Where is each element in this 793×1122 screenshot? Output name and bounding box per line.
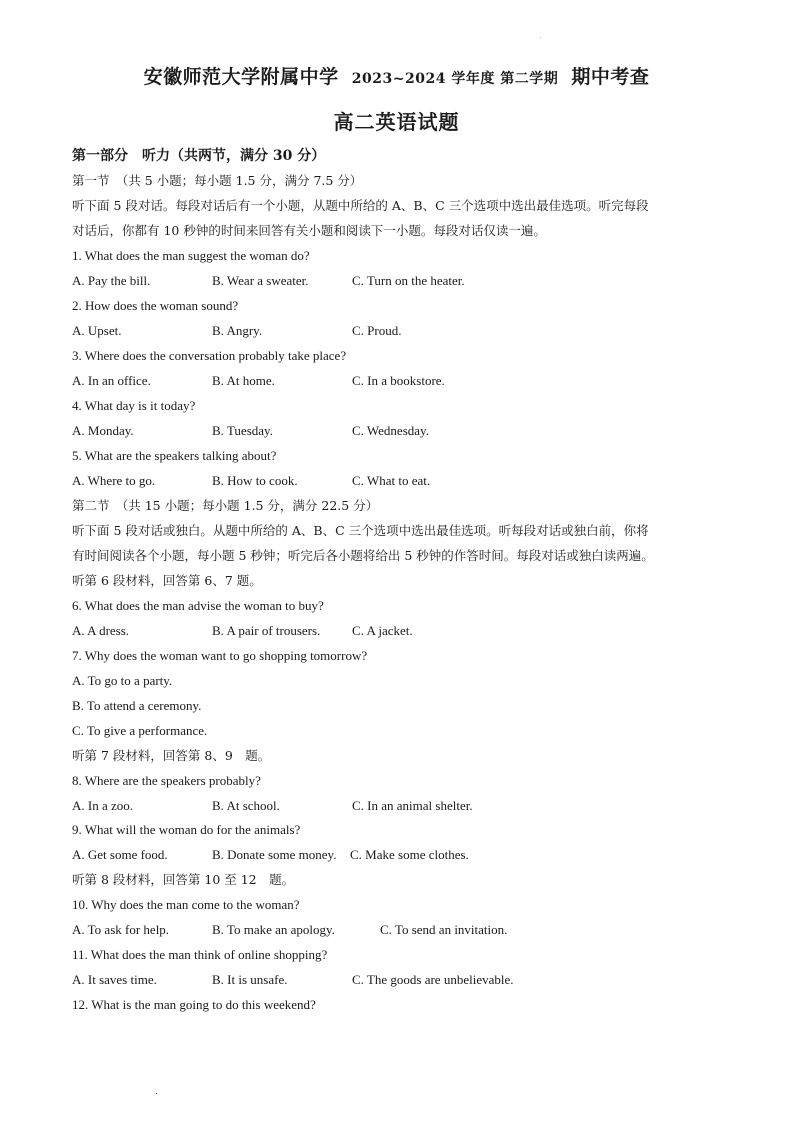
option-b: B. It is unsafe. [212, 972, 288, 987]
section2-heading: 第二节 （共 15 小题；每小题 1.5 分，满分 22.5 分） [72, 498, 379, 513]
exam-name: 期中考查 [571, 66, 650, 88]
question-6-stem: 6. What does the man advise the woman to buy? [72, 598, 324, 613]
section2-instructions-1: 听下面 5 段对话或独白。从题中所给的 A、B、C 三个选项中选出最佳选项。听每段对话或独白前，你将 [72, 523, 649, 538]
part1-heading: 第一部分 听力（共两节，满分 30 分） [72, 148, 326, 164]
option-c: C. Make some clothes. [350, 847, 469, 862]
question-5-stem: 5. What are the speakers talking about? [72, 448, 277, 463]
option-c: C. In a bookstore. [352, 373, 445, 388]
question-11-stem: 11. What does the man think of online shopping? [72, 947, 328, 962]
option-c: C. Turn on the heater. [352, 273, 465, 288]
question-7-option-a: A. To go to a party. [72, 673, 173, 688]
option-a: A. In an office. [72, 373, 151, 388]
question-2-stem: 2. How does the woman sound? [72, 298, 239, 313]
option-a: A. Pay the bill. [72, 273, 151, 288]
question-1-stem: 1. What does the man suggest the woman do? [72, 248, 310, 263]
option-b: B. At home. [212, 373, 275, 388]
exam-title [0, 62, 793, 89]
option-c: C. In an animal shelter. [352, 798, 473, 813]
option-c: C. Wednesday. [352, 423, 429, 438]
option-c: C. Proud. [352, 323, 402, 338]
question-10-stem: 10. Why does the man come to the woman? [72, 897, 300, 912]
option-b: B. How to cook. [212, 473, 298, 488]
school-name: 安徽师范大学附属中学 [143, 66, 339, 88]
option-c: C. What to eat. [352, 473, 431, 488]
school-year: 2023~2024 学年度 第二学期 [351, 71, 559, 87]
option-b: B. Wear a sweater. [212, 273, 309, 288]
option-b: B. A pair of trousers. [212, 623, 321, 638]
page-mark [156, 1093, 157, 1094]
question-12-stem: 12. What is the man going to do this weekend? [72, 997, 316, 1012]
option-a: A. It saves time. [72, 972, 157, 987]
option-b: B. At school. [212, 798, 280, 813]
option-c: C. To send an invitation. [380, 922, 508, 937]
material-6-note: 听第 6 段材料，回答第 6、7 题。 [72, 573, 262, 588]
question-8-stem: 8. Where are the speakers probably? [72, 773, 261, 788]
section2-instructions-2: 有时间阅读各个小题，每小题 5 秒钟；听完后各小题将给出 5 秒钟的作答时间。每段对话或独白读两遍。 [72, 548, 654, 563]
option-a: A. Where to go. [72, 473, 156, 488]
option-c: C. A jacket. [352, 623, 413, 638]
question-3-stem: 3. Where does the conversation probably take place? [72, 348, 347, 363]
material-7-note: 听第 7 段材料，回答第 8、9 题。 [72, 748, 271, 763]
option-a: A. In a zoo. [72, 798, 134, 813]
section1-instructions-2: 对话后，你都有 10 秒钟的时间来回答有关小题和阅读下一小题。每段对话仅读一遍。 [72, 223, 546, 238]
option-b: B. To make an apology. [212, 922, 335, 937]
option-a: A. To ask for help. [72, 922, 170, 937]
question-7-option-b: B. To attend a ceremony. [72, 698, 202, 713]
material-8-note: 听第 8 段材料，回答第 10 至 12 题。 [72, 872, 295, 887]
option-a: A. A dress. [72, 623, 130, 638]
option-a: A. Get some food. [72, 847, 168, 862]
option-b: B. Tuesday. [212, 423, 273, 438]
question-4-stem: 4. What day is it today? [72, 398, 196, 413]
question-9-stem: 9. What will the woman do for the animals? [72, 822, 301, 837]
option-c: C. The goods are unbelievable. [352, 972, 514, 987]
scan-speck [540, 37, 541, 38]
option-b: B. Angry. [212, 323, 263, 338]
question-7-stem: 7. Why does the woman want to go shopping tomorrow? [72, 648, 368, 663]
section1-instructions-1: 听下面 5 段对话。每段对话后有一个小题，从题中所给的 A、B、C 三个选项中选出最佳选项。听完每段 [72, 198, 649, 213]
question-7-option-c: C. To give a performance. [72, 723, 208, 738]
section1-heading: 第一节 （共 5 小题；每小题 1.5 分，满分 7.5 分） [72, 173, 363, 188]
exam-subtitle: 高二英语试题 [333, 110, 460, 134]
option-a: A. Monday. [72, 423, 134, 438]
option-b: B. Donate some money. [212, 847, 337, 862]
option-a: A. Upset. [72, 323, 122, 338]
